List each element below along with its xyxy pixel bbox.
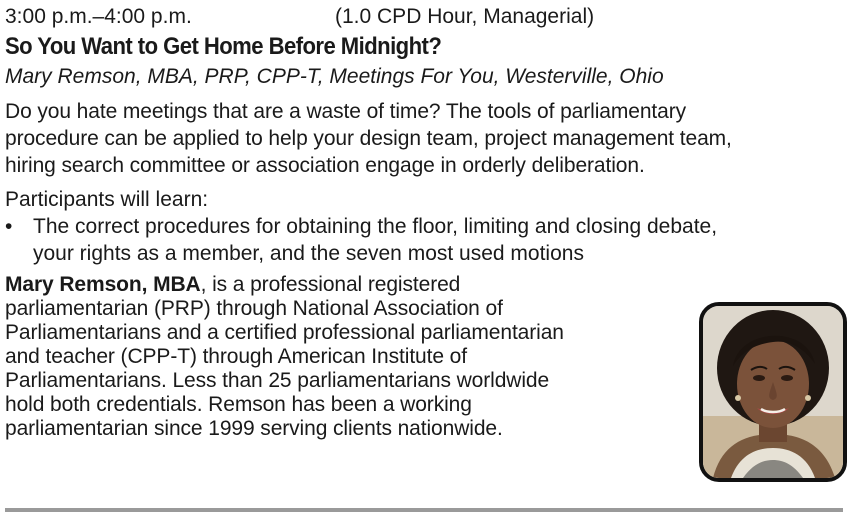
- session-time: 3:00 p.m.–4:00 p.m.: [5, 5, 192, 28]
- bio-first-line-rest: , is a professional registered: [200, 273, 461, 296]
- description-line: Do you hate meetings that are a waste of time? The tools of parliamentary: [5, 100, 687, 123]
- bullet-line: your rights as a member, and the seven most used motions: [33, 242, 584, 265]
- bio-line: hold both credentials. Remson has been a working: [5, 393, 472, 416]
- bio-first-line: [5, 273, 847, 297]
- bio-line: parliamentarian (PRP) through National Association of: [5, 297, 503, 320]
- description-line: hiring search committee or association engage in orderly deliberation.: [5, 154, 645, 177]
- bio-line: and teacher (CPP-T) through American Institute of: [5, 345, 467, 368]
- session-title: So You Want to Get Home Before Midnight?: [5, 33, 442, 60]
- session-credit: (1.0 CPD Hour, Managerial): [335, 5, 595, 28]
- bio-line: parliamentarian since 1999 serving clients nationwide.: [5, 417, 503, 440]
- session-description: [5, 98, 847, 179]
- learning-label: Participants will learn:: [5, 188, 209, 211]
- bullet-dot: •: [5, 215, 13, 238]
- bio-line: Parliamentarians. Less than 25 parliamentarians worldwide: [5, 369, 550, 392]
- speaker-line: Mary Remson, MBA, PRP, CPP-T, Meetings For You, Westerville, Ohio: [5, 65, 664, 88]
- bio-name: Mary Remson, MBA: [5, 273, 201, 296]
- time-row: [5, 4, 847, 30]
- speaker-photo: [699, 302, 847, 482]
- description-line: procedure can be applied to help your design team, project management team,: [5, 127, 732, 150]
- bullet-line: The correct procedures for obtaining the floor, limiting and closing debate,: [33, 215, 718, 238]
- section-divider: [5, 508, 843, 512]
- learning-bullet: [5, 213, 847, 267]
- bio-line: Parliamentarians and a certified professional parliamentarian: [5, 321, 564, 344]
- speaker-portrait: [703, 306, 843, 478]
